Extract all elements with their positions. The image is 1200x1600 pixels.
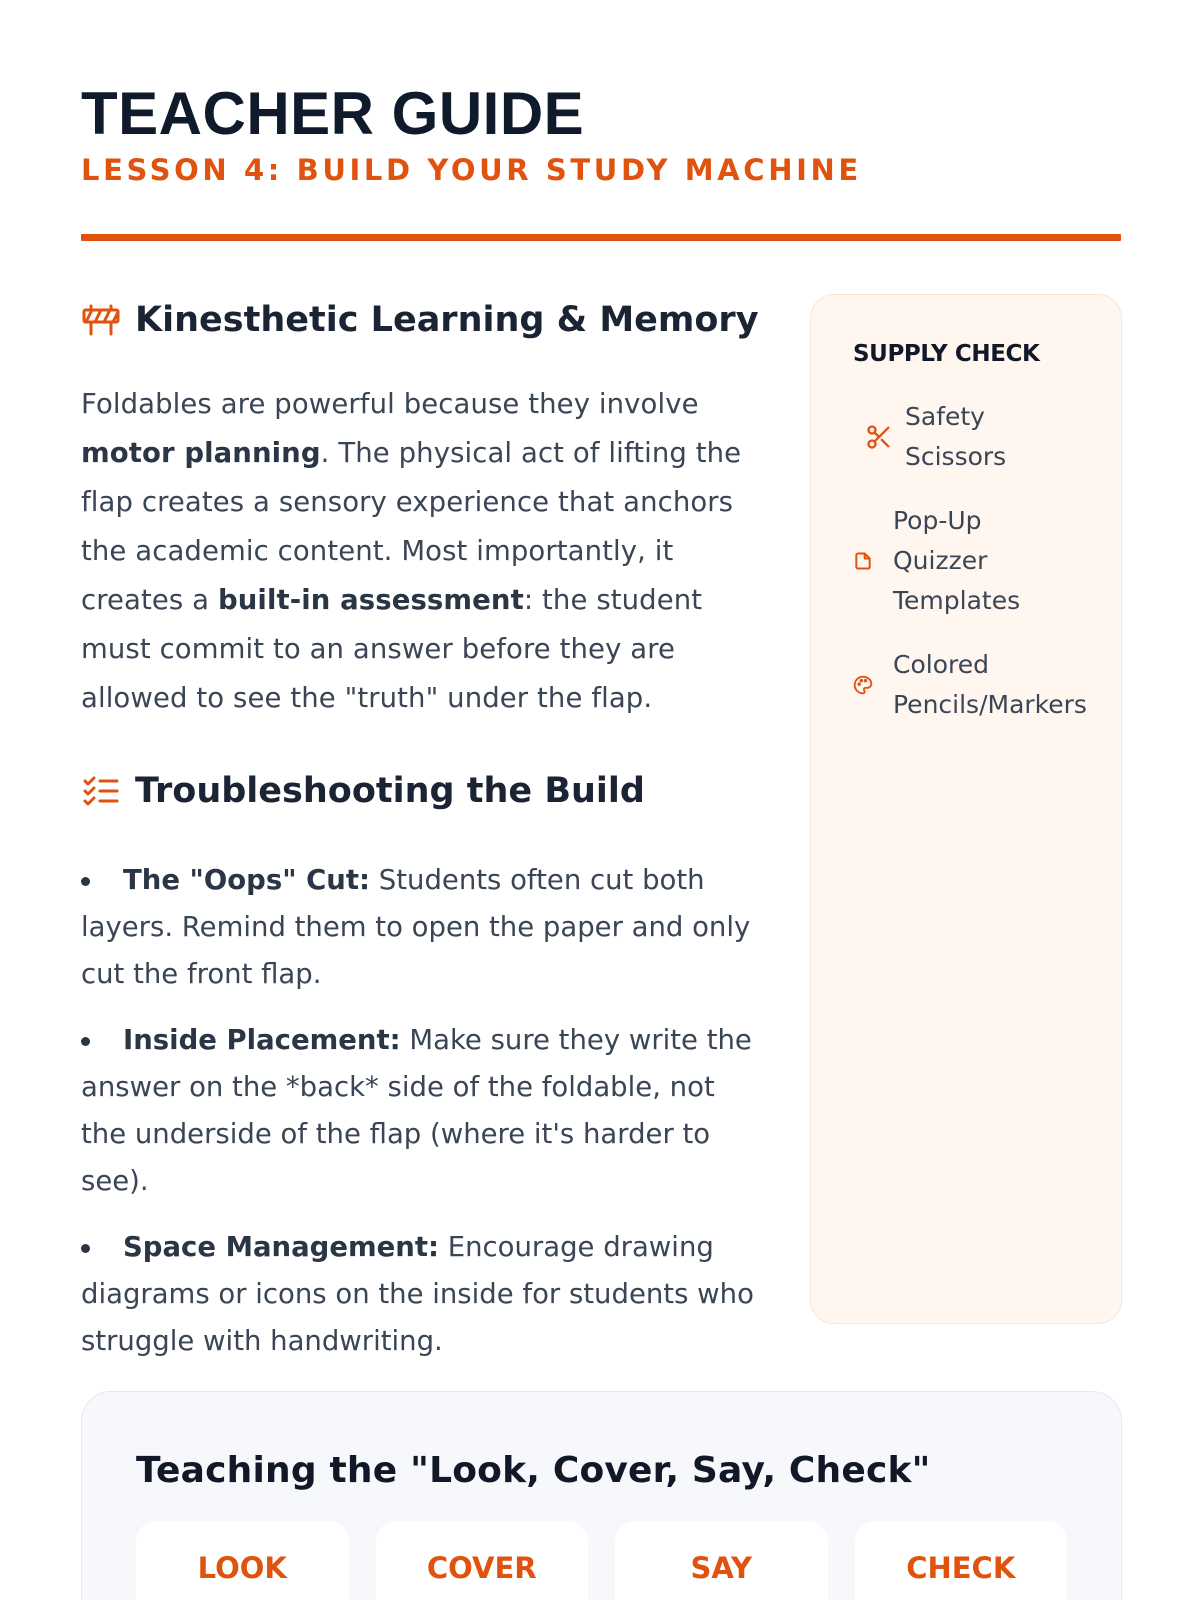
file-icon	[853, 551, 893, 571]
main-content	[81, 296, 761, 1384]
list-item: Space Management: Encourage drawing diagrams or icons on the inside for students who struggle with handwriting.	[81, 1224, 761, 1365]
supply-item	[853, 645, 1091, 725]
section-heading-kinesthetic	[81, 296, 761, 344]
section-heading-text: Kinesthetic Learning & Memory	[135, 300, 759, 340]
step-check: CHECK	[855, 1521, 1068, 1600]
supply-item	[865, 397, 1091, 477]
step-look: LOOK	[136, 1521, 349, 1600]
supply-label: Pop-Up Quizzer Templates	[893, 506, 1021, 615]
lesson-subtitle: LESSON 4: BUILD YOUR STUDY MACHINE	[81, 153, 862, 187]
page-header	[81, 80, 1121, 190]
palette-icon	[853, 675, 893, 695]
step-cover: COVER	[376, 1521, 589, 1600]
supply-label: Safety Scissors	[905, 402, 1007, 471]
look-cover-say-check-card	[81, 1391, 1122, 1600]
supply-check-title: SUPPLY CHECK	[853, 341, 1040, 367]
emphasis-built-in-assessment: built-in assessment	[217, 584, 524, 616]
section-heading-troubleshooting	[81, 767, 761, 815]
section-heading-text: Troubleshooting the Build	[135, 771, 645, 811]
steps-row	[136, 1521, 1067, 1600]
troubleshooting-list	[81, 857, 761, 1365]
checklist-icon	[81, 771, 121, 811]
emphasis-motor-planning: motor planning	[81, 437, 321, 469]
step-say: SAY	[615, 1521, 828, 1600]
scissors-icon	[865, 423, 905, 451]
header-divider	[81, 234, 1121, 241]
supply-item	[853, 501, 1091, 621]
barrier-icon	[81, 300, 121, 340]
list-item: Inside Placement: Make sure they write the answer on the *back* side of the foldable, not the underside of the flap (where it's harder to see).	[81, 1017, 761, 1205]
list-item: The "Oops" Cut: Students often cut both layers. Remind them to open the paper and only cut the front flap.	[81, 857, 761, 998]
supply-check-panel	[810, 294, 1122, 1324]
supply-label: Colored Pencils/Markers	[893, 650, 1087, 719]
kinesthetic-paragraph: Foldables are powerful because they involve motor planning. The physical act of lifting the flap creates a sensory experience that anchors the academic content. Most importantly, it creates a built-in assessment: the student must commit to an answer before they are allowed to see the "truth" under the flap.	[81, 388, 742, 714]
card-title: Teaching the "Look, Cover, Say, Check"	[136, 1450, 931, 1491]
page-title: TEACHER GUIDE	[81, 80, 585, 147]
